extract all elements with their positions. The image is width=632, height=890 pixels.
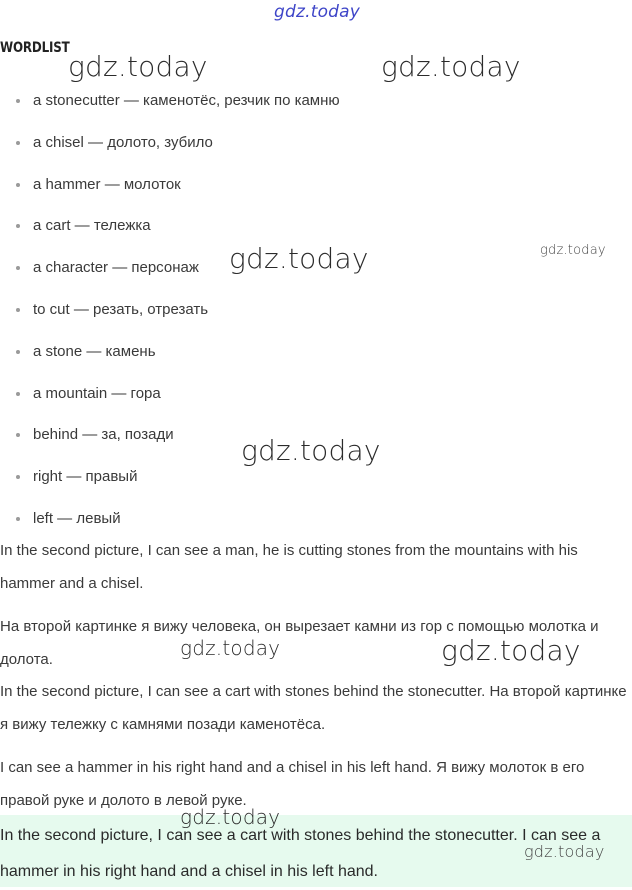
- paragraph-mixed-2: In the second picture, I can see a cart with stones behind the stonecutter. На второй картинке я вижу тележку с камнями позади каменотёса.: [0, 683, 627, 733]
- list-item: a character — персонаж: [0, 247, 340, 289]
- watermark: gdz.today: [229, 242, 369, 275]
- bullet-icon: [16, 308, 20, 312]
- watermark: gdz.today: [381, 50, 521, 83]
- bullet-icon: [16, 266, 20, 270]
- paragraph-mixed-3: I can see a hammer in his right hand and a chisel in his left hand. Я вижу молоток в его правой руке и долото в левой руке.: [0, 759, 585, 809]
- watermark: gdz.today: [68, 50, 208, 83]
- bullet-icon: [16, 350, 20, 354]
- bullet-icon: [16, 517, 20, 521]
- list-item: left — левый: [0, 498, 340, 540]
- bullet-icon: [16, 141, 20, 145]
- bullet-icon: [16, 475, 20, 479]
- list-item: to cut — резать, отрезать: [0, 289, 340, 331]
- bullet-icon: [16, 99, 20, 103]
- bullet-icon: [16, 183, 20, 187]
- watermark: gdz.today: [180, 636, 281, 660]
- watermark-top: gdz.today: [274, 2, 361, 22]
- list-item: a stonecutter — каменотёс, резчик по камню: [0, 80, 340, 122]
- list-item: a cart — тележка: [0, 205, 340, 247]
- wordlist: [0, 80, 340, 540]
- bullet-icon: [16, 433, 20, 437]
- list-item: a stone — камень: [0, 331, 340, 373]
- watermark: gdz.today: [441, 634, 581, 667]
- list-item: a mountain — гора: [0, 373, 340, 415]
- list-item: behind — за, позади: [0, 414, 340, 456]
- watermark: gdz.today: [540, 243, 606, 258]
- paragraph-russian-1: На второй картинке я вижу человека, он вырезает камни из гор с помощью молотка и долота.: [0, 618, 599, 668]
- answer-text: In the second picture, I can see a cart with stones behind the stonecutter. I can see a hammer in his right hand and a chisel in his left hand.: [0, 827, 601, 880]
- list-item: a chisel — долото, зубило: [0, 122, 340, 164]
- list-item: right — правый: [0, 456, 340, 498]
- bullet-icon: [16, 392, 20, 396]
- list-item: a hammer — молоток: [0, 164, 340, 206]
- wordlist-heading: WORDLIST: [0, 40, 70, 56]
- bullet-icon: [16, 224, 20, 228]
- watermark: gdz.today: [180, 805, 281, 829]
- paragraph-english-1: In the second picture, I can see a man, he is cutting stones from the mountains with his hammer and a chisel.: [0, 542, 578, 592]
- watermark: gdz.today: [241, 434, 381, 467]
- watermark: gdz.today: [524, 842, 605, 861]
